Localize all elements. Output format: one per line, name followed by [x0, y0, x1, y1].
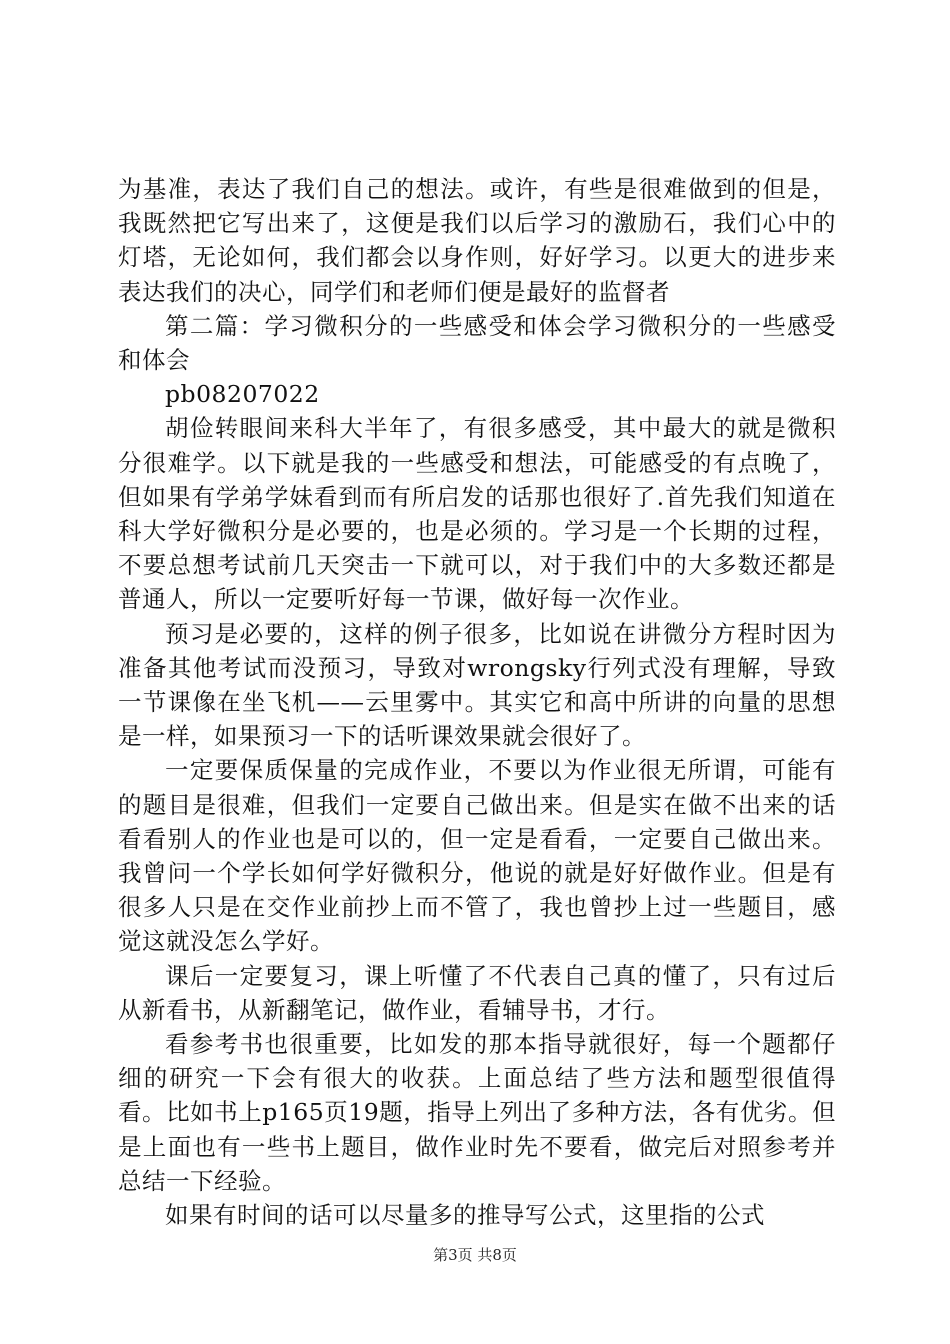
student-id: pb08207022: [165, 380, 320, 409]
paragraph-intro: 胡俭转眼间来科大半年了，有很多感受，其中最大的就是微积分很难学。以下就是我的一些感受和想法，可能感受的有点晚了，但如果有学弟学妹看到而有所启发的话那也很好了.首先我们知道在科大学好微积分是必要的，也是必须的。学习是一个长期的过程，不要总想考试前几天突击一下就可以，对于我们中的大多数还都是普通人，所以一定要听好每一节课，做好每一次作业。: [118, 414, 836, 614]
page-footer: 第3页 共8页: [433, 1246, 517, 1264]
paragraph-formulas: 如果有时间的话可以尽量多的推导写公式，这里指的公式: [165, 1201, 765, 1230]
section-heading: 第二篇：学习微积分的一些感受和体会学习微积分的一些感受和体会: [118, 311, 836, 375]
paragraph-homework: 一定要保质保量的完成作业，不要以为作业很无所谓，可能有的题目是很难，但我们一定要自己做出来。但是实在做不出来的话看看别人的作业也是可以的，但一定是看看，一定要自己做出来。我曾问一个学长如何学好微积分，他说的就是好好做作业。但是有很多人只是在交作业前抄上而不管了，我也曾抄上过一些题目，感觉这就没怎么学好。: [118, 756, 836, 956]
paragraph-review: 课后一定要复习，课上听懂了不代表自己真的懂了，只有过后从新看书，从新翻笔记，做作业，看辅导书，才行。: [118, 961, 836, 1024]
paragraph-reference-books: 看参考书也很重要，比如发的那本指导就很好，每一个题都仔细的研究一下会有很大的收获。上面总结了些方法和题型很值得看。比如书上p165页19题，指导上列出了多种方法，各有优劣。但是上面也有一些书上题目，做作业时先不要看，做完后对照参考并总结一下经验。: [118, 1030, 836, 1195]
paragraph-continuation: 为基准，表达了我们自己的想法。或许，有些是很难做到的但是，我既然把它写出来了，这便是我们以后学习的激励石，我们心中的灯塔，无论如何，我们都会以身作则，好好学习。以更大的进步来表达我们的决心，同学们和老师们便是最好的监督者: [118, 175, 836, 306]
paragraph-preview: 预习是必要的，这样的例子很多，比如说在讲微分方程时因为准备其他考试而没预习，导致对wrongsky行列式没有理解，导致一节课像在坐飞机——云里雾中。其实它和高中所讲的向量的思想是一样，如果预习一下的话听课效果就会很好了。: [118, 619, 836, 751]
document-body: [118, 172, 836, 1232]
